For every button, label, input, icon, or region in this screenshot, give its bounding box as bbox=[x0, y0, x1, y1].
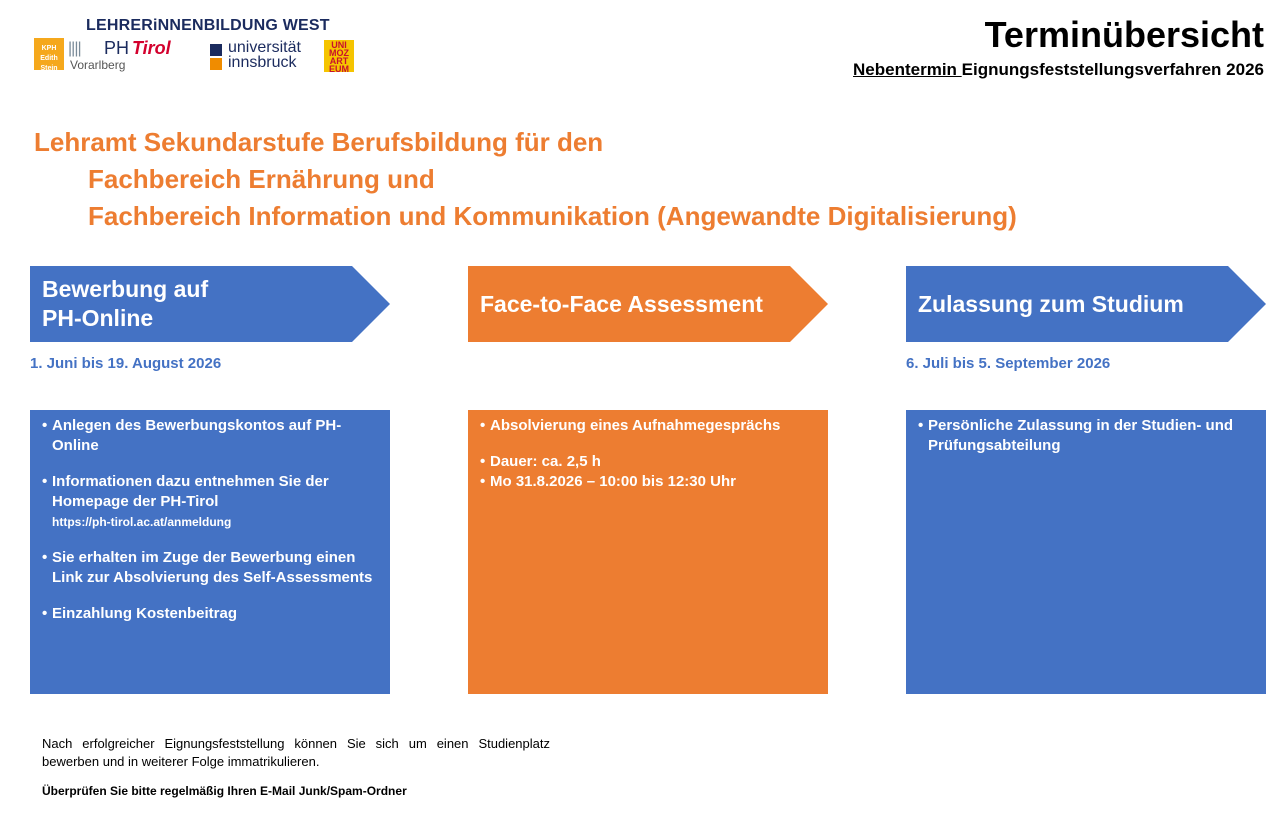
homepage-link[interactable]: https://ph-tirol.ac.at/anmeldung bbox=[52, 515, 232, 529]
kph-logo: KPH Edith Stein bbox=[34, 38, 64, 70]
list-item: • Mo 31.8.2026 – 10:00 bis 12:30 Uhr bbox=[480, 473, 736, 490]
step-title: Face-to-Face Assessment bbox=[480, 290, 763, 317]
ph-tirol-logo: Tirol bbox=[132, 38, 171, 58]
uni-innsbruck-logo: universität innsbruck bbox=[228, 39, 301, 71]
ph-bars-icon: |||| bbox=[68, 40, 81, 57]
footer-text: Nach erfolgreicher Eignungsfeststellung können Sie sich um einen Studienplatz bewerben und in weiterer Folge immatrikulieren. bbox=[42, 736, 550, 769]
program-heading: Lehramt Sekundarstufe Berufsbildung für den Fachbereich Ernährung und Fachbereich Information und Kommunikation (Angewandte Digitalisierung) bbox=[34, 127, 1017, 231]
step-details-zulassung bbox=[906, 410, 1266, 694]
page-title: Terminübersicht bbox=[984, 14, 1264, 55]
list-item: • Einzahlung Kostenbeitrag bbox=[42, 605, 238, 622]
list-item: • Persönliche Zulassung in der Studien- und Prüfungsabteilung bbox=[918, 417, 1234, 454]
step-arrow-zulassung bbox=[906, 266, 1266, 342]
institution-logos bbox=[34, 14, 364, 80]
footer-note: Überprüfen Sie bitte regelmäßig Ihren E-Mail Junk/Spam-Ordner bbox=[42, 784, 407, 798]
step-title: Bewerbung auf PH-Online bbox=[42, 276, 209, 331]
step-details-assessment bbox=[468, 410, 828, 694]
mozarteum-logo: UNI MOZ ART EUM bbox=[324, 40, 354, 72]
ph-label: PH bbox=[104, 38, 130, 58]
step-details-bewerbung bbox=[30, 410, 390, 694]
list-item: • Sie erhalten im Zuge der Bewerbung einen Link zur Absolvierung des Self-Assessments bbox=[42, 549, 373, 586]
vorarlberg-label: Vorarlberg bbox=[70, 58, 126, 72]
list-item: • Informationen dazu entnehmen Sie der Homepage der PH-Tirol https://ph-tirol.ac.at/anmeldung bbox=[42, 473, 329, 529]
uni-square-icon bbox=[210, 58, 222, 70]
step-date: 6. Juli bis 5. September 2026 bbox=[906, 355, 1111, 372]
step-arrow-assessment bbox=[468, 266, 828, 342]
list-item: • Absolvierung eines Aufnahmegesprächs bbox=[480, 417, 781, 434]
list-item: • Dauer: ca. 2,5 h bbox=[480, 453, 601, 470]
step-arrow-bewerbung bbox=[30, 266, 390, 342]
step-title: Zulassung zum Studium bbox=[918, 290, 1184, 317]
lehrerinnenbildung-west-logo: LEHRERiNNENBILDUNG WEST bbox=[86, 17, 330, 34]
step-date: 1. Juni bis 19. August 2026 bbox=[30, 355, 222, 372]
page-subtitle: Nebentermin Eignungsfeststellungsverfahren 2026 bbox=[853, 60, 1264, 79]
uni-square-icon bbox=[210, 44, 222, 56]
list-item: • Anlegen des Bewerbungskontos auf PH-Online bbox=[42, 417, 342, 454]
